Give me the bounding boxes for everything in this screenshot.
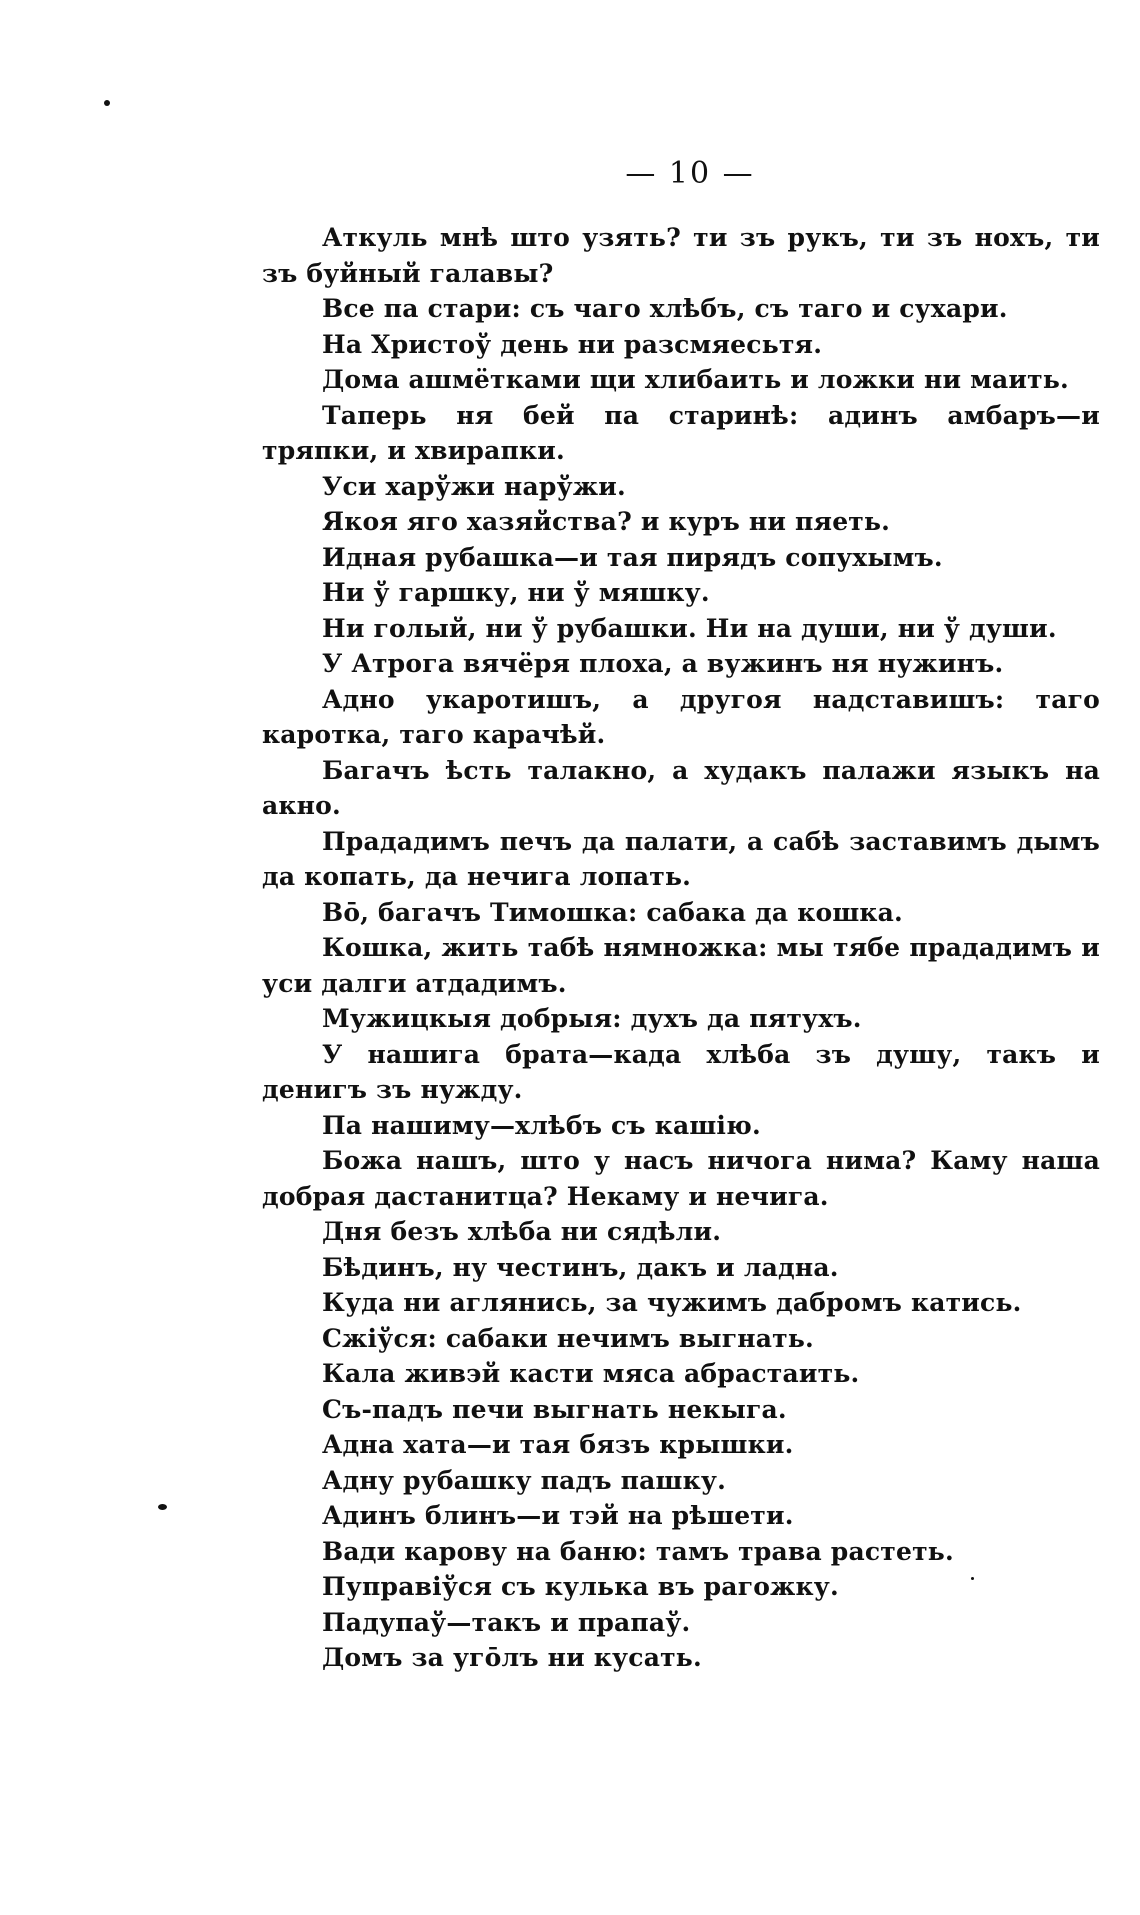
proverb: На Христоў день ни разсмяесьтя. <box>322 329 823 359</box>
proverb: Вади карову на баню: тамъ трава растеть. <box>322 1536 954 1566</box>
proverb: Кошка, жить табѣ нямножка: мы тябе прададимъ и уси далги атдадимъ. <box>262 933 1100 998</box>
proverb: Мужицкыя добрыя: духъ да пятухъ. <box>322 1004 862 1033</box>
page-number: — 10 — <box>625 156 755 191</box>
proverb: Адинъ блинъ—и тэй на рѣшети. <box>322 1501 794 1530</box>
proverb: Уси харўжи нарўжи. <box>322 471 626 501</box>
proverb: Ни голый, ни ў рубашки. Ни на души, ни ў души. <box>322 613 1057 643</box>
proverb: Сжіўся: сабаки нечимъ выгнать. <box>322 1323 814 1353</box>
proverb: Адна хата—и тая бязъ крышки. <box>322 1430 794 1459</box>
proverb: Бѣдинъ, ну честинъ, дакъ и ладна. <box>322 1252 839 1282</box>
proverb-list <box>262 220 1100 1676</box>
proverb: Дня безъ хлѣба ни сядѣли. <box>322 1217 722 1246</box>
proverb: У Атрога вячёря плоха, а вужинъ ня нужинъ. <box>322 649 1004 678</box>
proverb: Идная рубашка—и тая пирядъ сопухымъ. <box>322 542 943 572</box>
proverb: Адну рубашку падъ пашку. <box>322 1465 726 1495</box>
proverb: Пуправіўся съ кулька въ рагожку. <box>322 1572 839 1601</box>
proverb: Домъ за угōлъ ни кусать. <box>322 1643 702 1672</box>
proverb: Адно укаротишъ, а другоя надставишъ: таго каротка, таго карачѣй. <box>262 684 1100 749</box>
proverb: Кала живэй касти мяса абрастаить. <box>322 1359 860 1388</box>
proverb: У нашига брата—када хлѣба зъ душу, такъ и денигъ зъ нужду. <box>262 1039 1100 1104</box>
proverb: Па нашиму—хлѣбъ съ кашію. <box>322 1110 761 1140</box>
proverb: Куда ни аглянись, за чужимъ дабромъ катись. <box>322 1288 1022 1317</box>
proverb: Все па стари: съ чаго хлѣбъ, съ таго и сухари. <box>322 294 1008 323</box>
proverb: Якоя яго хазяйства? и куръ ни пяеть. <box>322 507 891 536</box>
proverb: Дома ашмётками щи хлибаить и ложки ни маить. <box>322 365 1069 394</box>
proverb: Ни ў гаршку, ни ў мяшку. <box>322 578 710 607</box>
proverb: Багачъ ѣсть талакно, а худакъ палажи языкъ на акно. <box>262 755 1100 820</box>
proverb: Прададимъ печъ да палати, а сабѣ заставимъ дымъ да копать, да нечига лопать. <box>262 826 1100 891</box>
ink-speck <box>158 1504 167 1510</box>
proverb: Вō, багачъ Тимошка: сабака да кошка. <box>322 897 903 927</box>
proverb: Таперь ня бей па старинѣ: адинъ амбаръ—и тряпки, и хвирапки. <box>262 400 1100 465</box>
proverb: Аткуль мнѣ што узять? ти зъ рукъ, ти зъ нохъ, ти зъ буйный галавы? <box>262 223 1100 288</box>
proverb: Съ-падъ печи выгнать некыга. <box>322 1394 787 1424</box>
proverb: Божа нашъ, што у насъ ничога нима? Каму наша добрая дастанитца? Некаму и нечига. <box>262 1146 1100 1211</box>
proverb: Падупаў—такъ и прапаў. <box>322 1607 691 1637</box>
ink-speck <box>104 100 110 106</box>
